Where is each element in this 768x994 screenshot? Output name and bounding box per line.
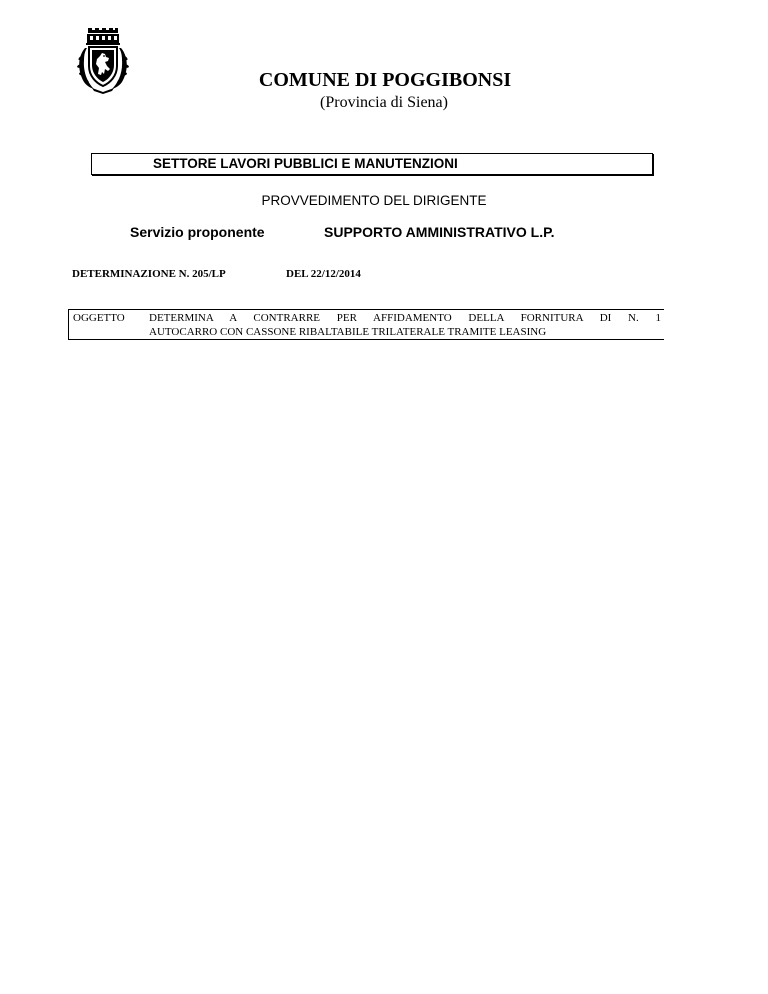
oggetto-text (149, 311, 661, 339)
provincia-subtitle: (Provincia di Siena) (320, 94, 448, 111)
mural-crown-icon (86, 28, 120, 45)
settore-banner (91, 153, 653, 175)
oggetto-box (68, 309, 664, 340)
determinazione-date: DEL 22/12/2014 (286, 268, 361, 280)
oggetto-line-1: DETERMINA A CONTRARRE PER AFFIDAMENTO DELLA FORNITURA DI N. 1 (149, 312, 661, 324)
oggetto-line-2: AUTOCARRO CON CASSONE RIBALTABILE TRILATERALE TRAMITE LEASING (149, 326, 547, 338)
servizio-value: SUPPORTO AMMINISTRATIVO L.P. (324, 224, 555, 240)
servizio-label: Servizio proponente (130, 224, 265, 240)
provvedimento-heading: PROVVEDIMENTO DEL DIRIGENTE (261, 193, 487, 208)
comune-title: COMUNE DI POGGIBONSI (258, 69, 512, 91)
settore-title: SETTORE LAVORI PUBBLICI E MANUTENZIONI (153, 156, 458, 171)
oggetto-label: OGGETTO (73, 312, 125, 324)
determinazione-number: DETERMINAZIONE N. 205/LP (72, 268, 226, 280)
